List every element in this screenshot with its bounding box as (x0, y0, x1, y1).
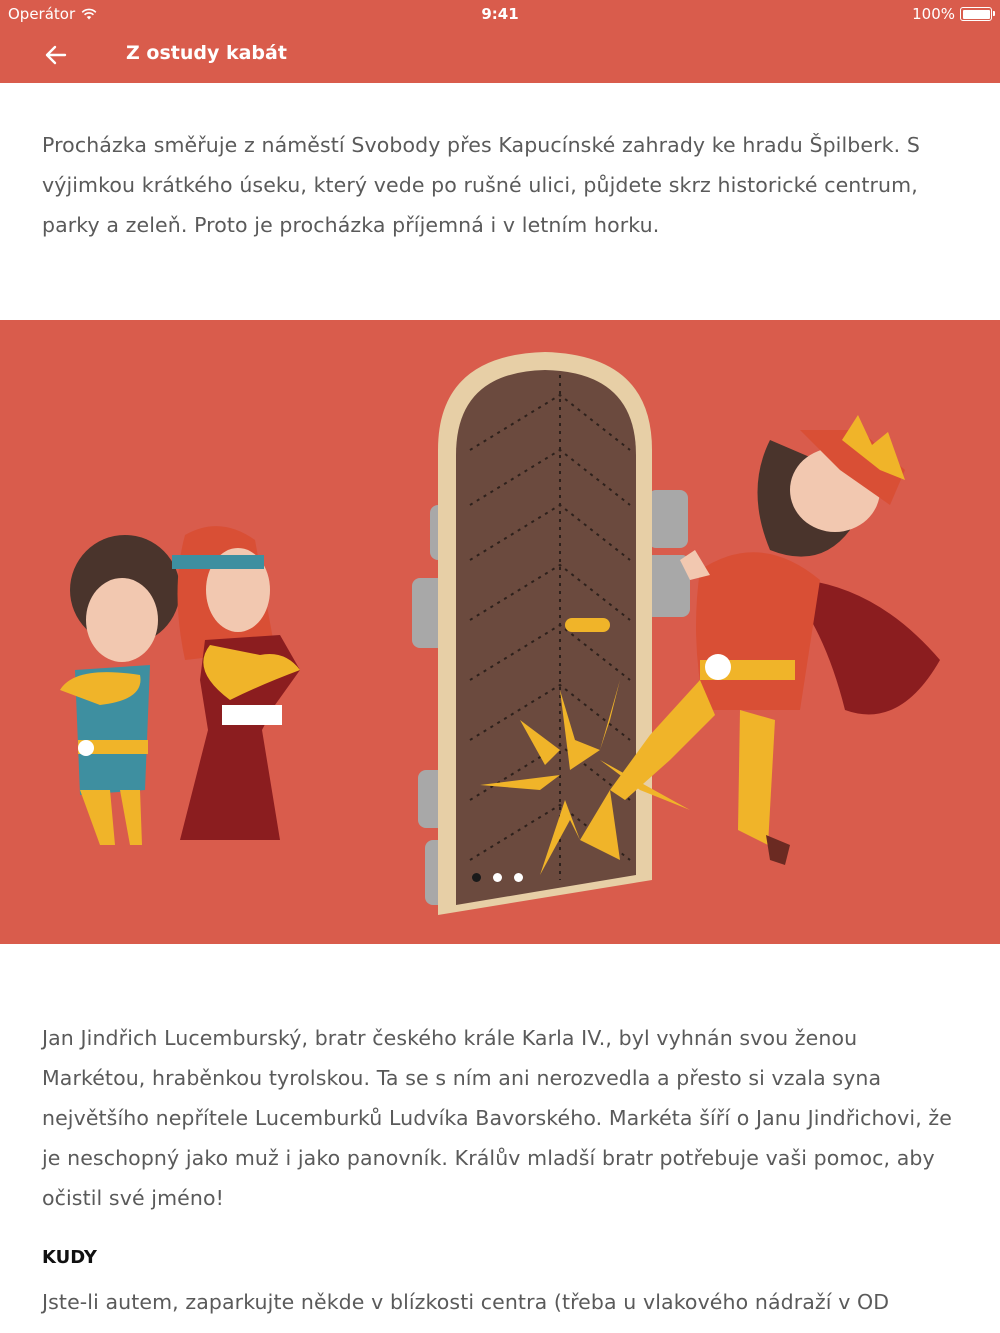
carousel-dot-3[interactable] (514, 873, 523, 882)
boy-figure (60, 535, 180, 845)
status-time: 9:41 (481, 5, 519, 23)
arrow-left-icon (45, 45, 67, 65)
carousel-dot-1[interactable] (472, 873, 481, 882)
door-handle (565, 618, 610, 632)
story-paragraph: Jan Jindřich Lucemburský, bratr českého krále Karla IV., byl vyhnán svou ženou Markétou, hraběnkou tyrolskou. Ta se s ním ani nerozvedla a přesto si vzala syna největšího nepřítele Lucemburků Ludvíka Bavorského. Markéta šíří o Janu Jindřichovi, že je neschopný jako muž i jako panovník. Králův mladší bratr potřebuje vaši pomoc, aby očistil své jméno! (42, 1026, 953, 1210)
carousel-page-indicator (472, 873, 523, 882)
carousel-dot-2[interactable] (493, 873, 502, 882)
illustration-carousel[interactable] (0, 320, 1000, 944)
story-illustration (0, 320, 1000, 944)
carrier-label: Operátor (8, 5, 76, 23)
battery-icon (960, 7, 992, 21)
battery-indicator (912, 5, 992, 23)
status-bar (0, 0, 1000, 28)
navigation-bar (0, 28, 1000, 83)
section-paragraph: Jste-li autem, zaparkujte někde v blízkosti centra (třeba u vlakového nádraží v OD (42, 1290, 890, 1314)
page-title: Z ostudy kabát (126, 42, 287, 64)
top-bar (0, 0, 1000, 83)
back-button[interactable] (38, 38, 74, 72)
intro-paragraph: Procházka směřuje z náměstí Svobody přes Kapucínské zahrady ke hradu Špilberk. S výjimkou krátkého úseku, který vede po rušné ulici, půjdete skrz historické centrum, parky a zeleň. Proto je procházka příjemná i v letním horku. (42, 133, 920, 237)
battery-percent: 100% (912, 5, 955, 23)
section-heading-kudy: KUDY (42, 1247, 97, 1268)
woman-figure (172, 526, 300, 840)
